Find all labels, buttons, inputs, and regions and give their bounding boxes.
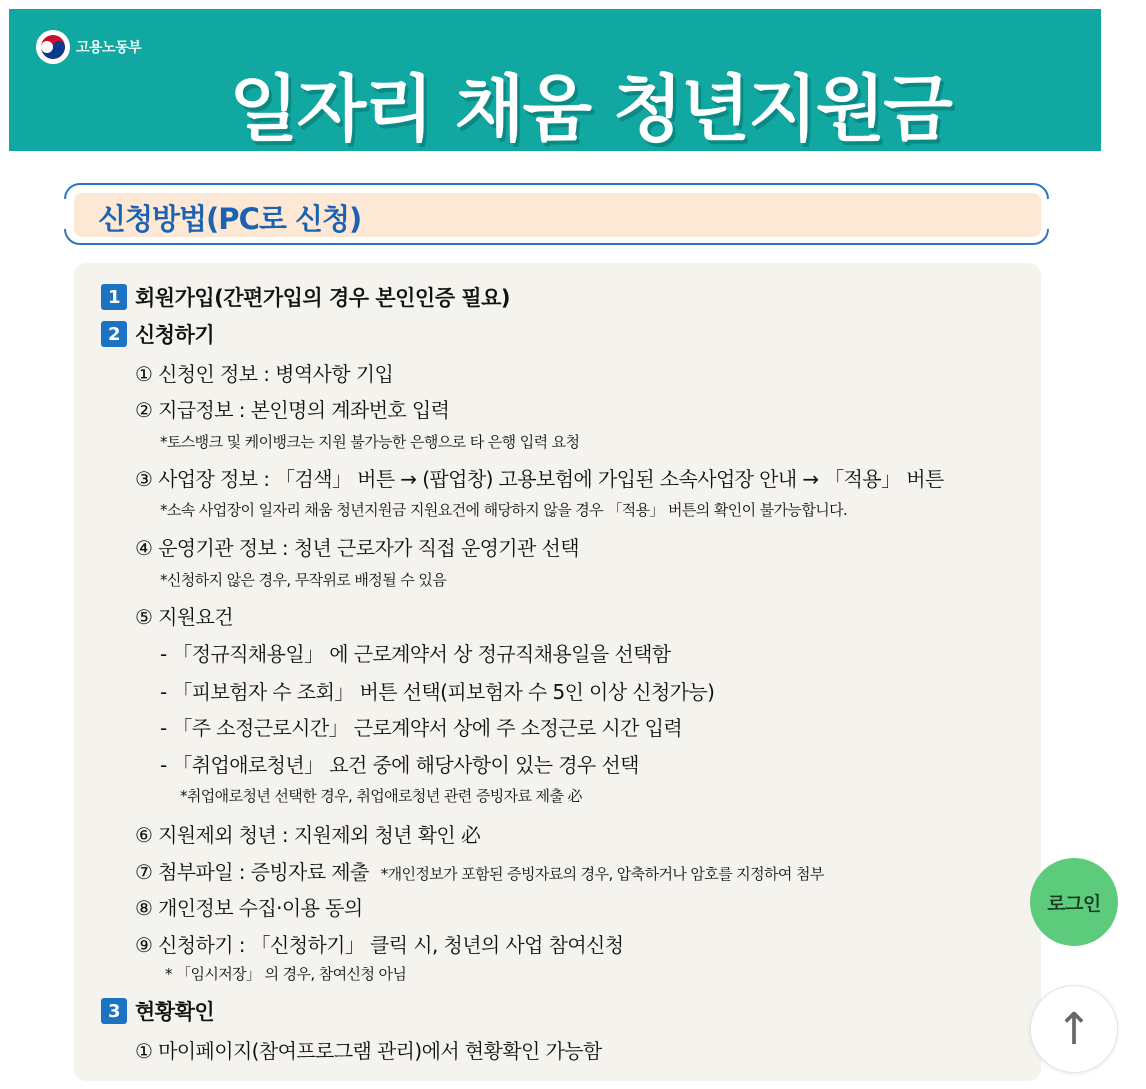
item-note: *신청하지 않은 경우, 무작위로 배정될 수 있음 (160, 571, 447, 589)
item-note: *토스뱅크 및 케이뱅크는 지원 불가능한 은행으로 타 은행 입력 요청 (160, 433, 580, 451)
list-item: ⑤ 지원요건 (135, 605, 233, 629)
item-note: *개인정보가 포함된 증빙자료의 경우, 압축하거나 암호를 지정하여 첨부 (380, 865, 824, 883)
item-note: * 「임시저장」 의 경우, 참여신청 아님 (165, 965, 407, 983)
page-title: 일자리 채움 청년지원금 (229, 67, 951, 151)
step-number-badge: 1 (101, 284, 127, 310)
step-1 (101, 282, 510, 312)
step-title: 현황확인 (135, 1000, 215, 1024)
list-item: ④ 운영기관 정보 : 청년 근로자가 직접 운영기관 선택 (135, 536, 579, 560)
step-3 (101, 996, 214, 1026)
item-note: *소속 사업장이 일자리 채움 청년지원금 지원요건에 해당하지 않을 경우 「적용」 버튼의 확인이 불가능합니다. (160, 501, 848, 519)
list-item: ⑥ 지원제외 청년 : 지원제외 청년 확인 必 (135, 823, 481, 847)
header-banner (9, 9, 1101, 151)
step-number-badge: 2 (101, 321, 127, 347)
step-title: 회원가입(간편가입의 경우 본인인증 필요) (135, 286, 510, 310)
list-item: ③ 사업장 정보 : 「검색」 버튼 → (팝업창) 고용보험에 가입된 소속사업장 안내 → 「적용」 버튼 (135, 467, 944, 491)
list-item (135, 856, 824, 885)
list-item: ② 지급정보 : 본인명의 계좌번호 입력 (135, 398, 450, 422)
item-text: ⑦ 첨부파일 : 증빙자료 제출 (135, 860, 369, 884)
section-title: 신청방법(PC로 신청) (98, 202, 362, 236)
arrow-up-icon: ↑ (1055, 1003, 1093, 1055)
login-button[interactable]: 로그인 (1030, 858, 1118, 946)
list-item: ① 마이페이지(참여프로그램 관리)에서 현황확인 가능함 (135, 1039, 602, 1063)
list-item: ① 신청인 정보 : 병역사항 기입 (135, 362, 394, 386)
scroll-top-button[interactable] (1030, 985, 1118, 1073)
step-number-badge: 3 (101, 998, 127, 1024)
step-title: 신청하기 (135, 323, 215, 347)
item-note: *취업애로청년 선택한 경우, 취업애로청년 관련 증빙자료 제출 必 (180, 787, 582, 805)
sub-item: - 「취업애로청년」 요건 중에 해당사항이 있는 경우 선택 (160, 753, 639, 777)
ministry-name: 고용노동부 (76, 40, 142, 56)
sub-item: - 「피보험자 수 조회」 버튼 선택(피보험자 수 5인 이상 신청가능) (160, 680, 715, 704)
sub-item: - 「주 소정근로시간」 근로계약서 상에 주 소정근로 시간 입력 (160, 716, 683, 740)
step-2 (101, 319, 214, 349)
list-item: ⑨ 신청하기 : 「신청하기」 클릭 시, 청년의 사업 참여신청 (135, 933, 624, 957)
list-item: ⑧ 개인정보 수집·이용 동의 (135, 896, 363, 920)
sub-item: - 「정규직채용일」 에 근로계약서 상 정규직채용일을 선택함 (160, 642, 671, 666)
